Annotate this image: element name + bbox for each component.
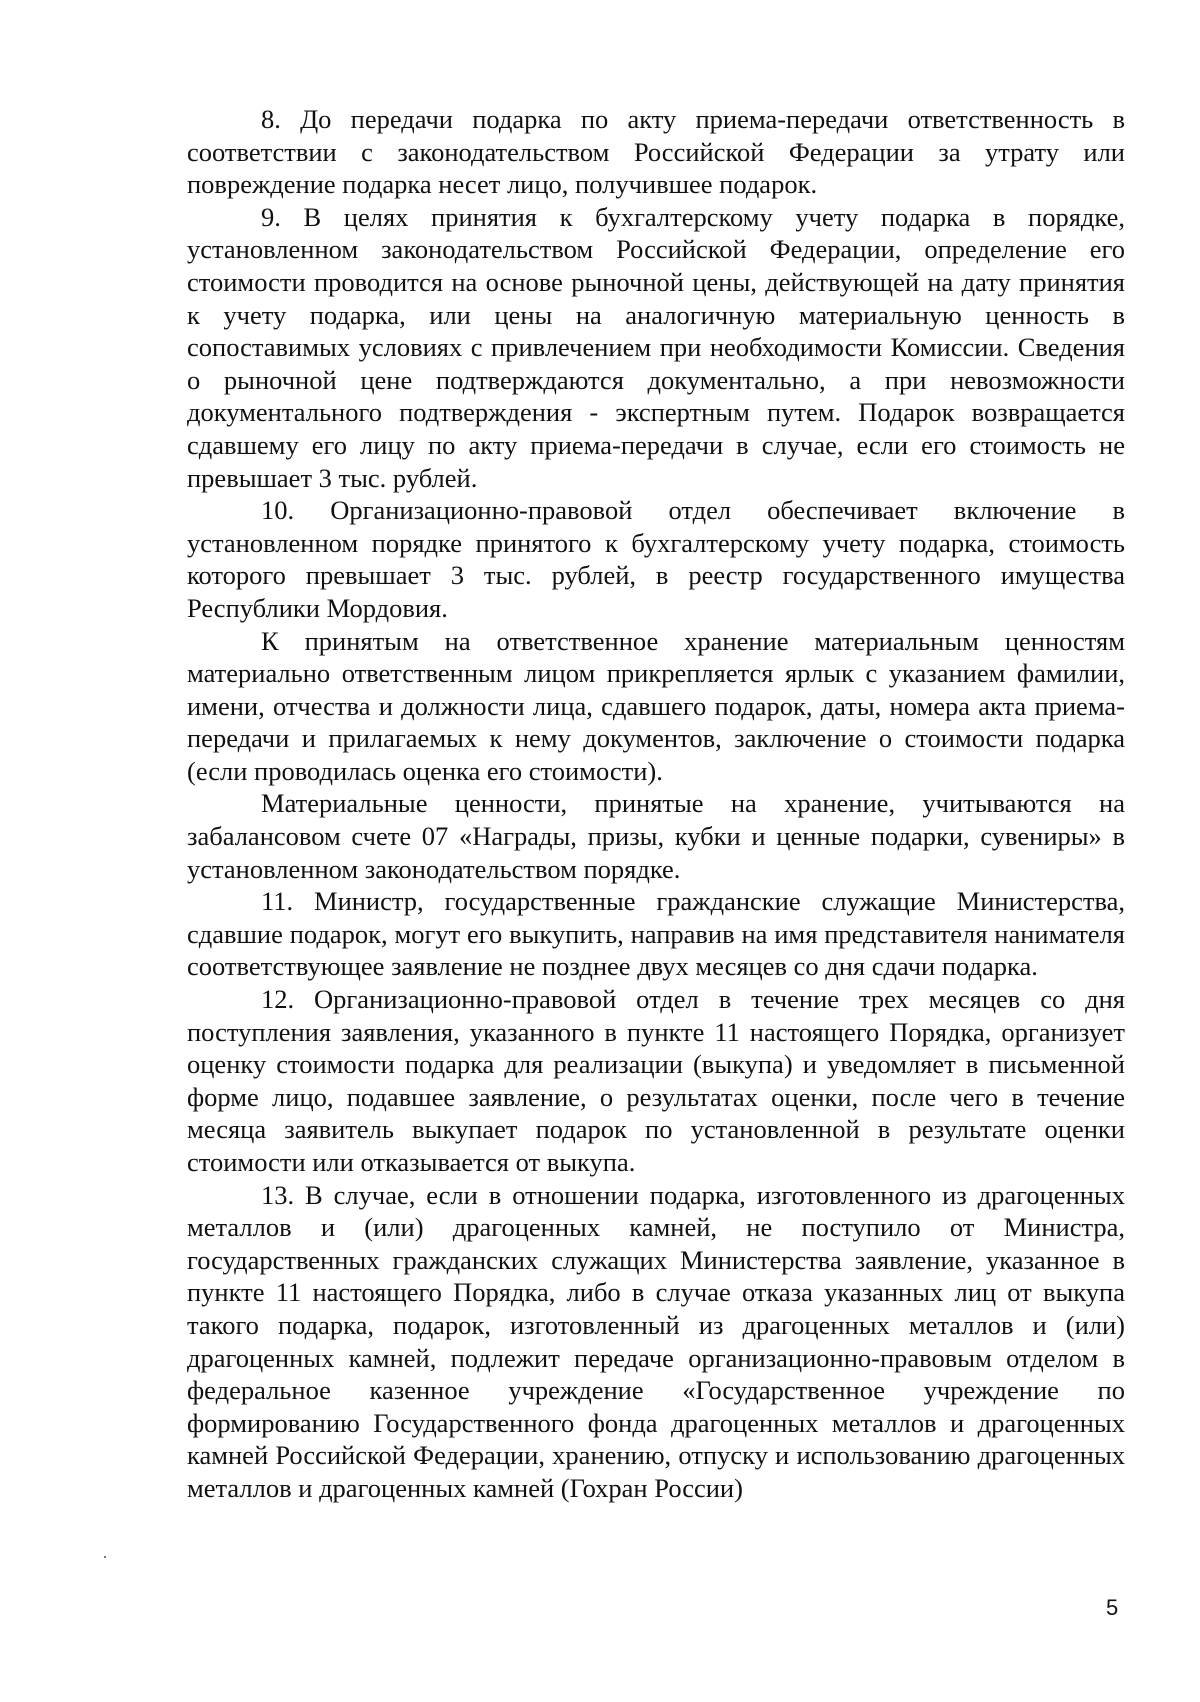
document-body [187,103,1125,1505]
paragraph-10-storage-label: К принятым на ответственное хранение материальным ценностям материально ответственным лицом прикрепляется ярлык с указанием фамилии, имени, отчества и должности лица, сдавшего подарок, даты, номера акта приема-передачи и прилагаемых к нему документов, заключение о стоимости подарка (если проводилась оценка его стоимости). [187,625,1125,786]
page-number: 5 [1106,1595,1119,1620]
paragraph-12: 12. Организационно-правовой отдел в течение трех месяцев со дня поступления заявления, указанного в пункте 11 настоящего Порядка, организует оценку стоимости подарка для реализации (выкупа) и уведомляет в письменной форме лицо, подавшее заявление, о результатах оценки, после чего в течение месяца заявитель выкупает подарок по установленной в результате оценки стоимости или отказывается от выкупа. [187,984,1125,1177]
paragraph-9: 9. В целях принятия к бухгалтерскому учету подарка в порядке, установленном законодательством Российской Федерации, определение его стоимости проводится на основе рыночной цены, действующей на дату принятия к учету подарка, или цены на аналогичную материальную ценность в сопоставимых условиях с привлечением при необходимости Комиссии. Сведения о рыночной цене подтверждаются документально, а при невозможности документального подтверждения - экспертным путем. Подарок возвращается сдавшему его лицу по акту приема-передачи в случае, если его стоимость не превышает 3 тыс. рублей. [187,201,1125,493]
paragraph-8: 8. До передачи подарка по акту приема-передачи ответственность в соответствии с законодательством Российской Федерации за утрату или повреждение подарка несет лицо, получившее подарок. [187,104,1125,200]
paragraph-13: 13. В случае, если в отношении подарка, изготовленного из драгоценных металлов и (или) драгоценных камней, не поступило от Министра, государственных гражданских служащих Министерства заявление, указанное в пункте 11 настоящего Порядка, либо в случае отказа указанных лиц от выкупа такого подарка, подарок, изготовленный из драгоценных металлов и (или) драгоценных камней, подлежит передаче организационно-правовым отделом в федеральное казенное учреждение «Государственное учреждение по формированию Государственного фонда драгоценных металлов и драгоценных камней Российской Федерации, хранению, отпуску и использованию драгоценных металлов и драгоценных камней (Гохран России) [187,1179,1125,1503]
paragraph-10: 10. Организационно-правовой отдел обеспечивает включение в установленном порядке принятого к бухгалтерскому учету подарка, стоимость которого превышает 3 тыс. рублей, в реестр государственного имущества Республики Мордовия. [187,495,1125,623]
paragraph-11: 11. Министр, государственные гражданские служащие Министерства, сдавшие подарок, могут его выкупить, направив на имя представителя нанимателя соответствующее заявление не позднее двух месяцев со дня сдачи подарка. [187,886,1125,982]
scan-speck [104,1556,106,1558]
paragraph-10-off-balance: Материальные ценности, принятые на хранение, учитываются на забалансовом счете 07 «Награды, призы, кубки и ценные подарки, сувениры» в установленном законодательством порядке. [187,788,1125,884]
